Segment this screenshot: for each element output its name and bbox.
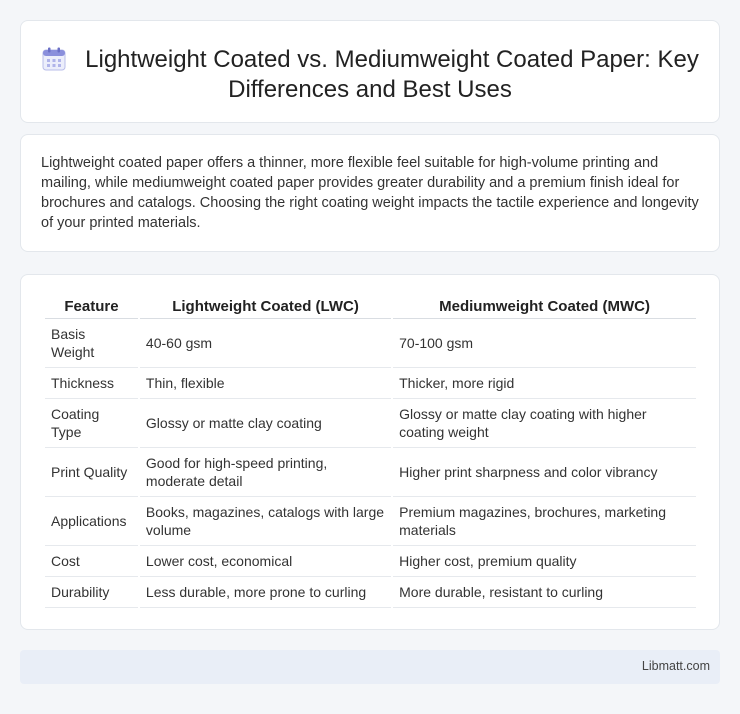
- intro-paragraph: Lightweight coated paper offers a thinner, more flexible feel suitable for high-volume printing and mailing, while mediumweight coated paper provides greater durability and a premium finish ideal for brochures and catalogs. Choosing the right coating weight impacts the tactile experience and longevity of your printed materials.: [41, 155, 699, 231]
- comparison-table: [43, 295, 698, 608]
- mwc-cell: Premium magazines, brochures, marketing materials: [393, 497, 696, 546]
- mwc-cell: Thicker, more rigid: [393, 368, 696, 399]
- feature-cell: Cost: [45, 546, 138, 577]
- feature-cell: Print Quality: [45, 448, 138, 497]
- mwc-cell: More durable, resistant to curling: [393, 577, 696, 608]
- intro-card: [20, 134, 720, 252]
- mwc-cell: Glossy or matte clay coating with higher coating weight: [393, 399, 696, 448]
- calendar-icon: [41, 46, 67, 72]
- table-row: [45, 577, 696, 608]
- lwc-cell: Glossy or matte clay coating: [140, 399, 391, 448]
- feature-cell: Basis Weight: [45, 319, 138, 368]
- table-row: [45, 448, 696, 497]
- lwc-cell: 40-60 gsm: [140, 319, 391, 368]
- footer-bar: [20, 650, 720, 684]
- feature-cell: Coating Type: [45, 399, 138, 448]
- comparison-table-card: [20, 274, 720, 630]
- header-card: [20, 20, 720, 123]
- page-title-wrap: [21, 45, 719, 105]
- lwc-cell: Lower cost, economical: [140, 546, 391, 577]
- feature-cell: Durability: [45, 577, 138, 608]
- header-lwc: Lightweight Coated (LWC): [140, 295, 391, 319]
- lwc-cell: Books, magazines, catalogs with large volume: [140, 497, 391, 546]
- feature-cell: Applications: [45, 497, 138, 546]
- table-row: [45, 319, 696, 368]
- table-row: [45, 497, 696, 546]
- page-title: Lightweight Coated vs. Mediumweight Coated Paper: Key Differences and Best Uses: [85, 46, 699, 103]
- table-row: [45, 546, 696, 577]
- mwc-cell: 70-100 gsm: [393, 319, 696, 368]
- table-header-row: [45, 295, 696, 319]
- lwc-cell: Thin, flexible: [140, 368, 391, 399]
- table-row: [45, 399, 696, 448]
- lwc-cell: Good for high-speed printing, moderate detail: [140, 448, 391, 497]
- table-row: [45, 368, 696, 399]
- mwc-cell: Higher cost, premium quality: [393, 546, 696, 577]
- feature-cell: Thickness: [45, 368, 138, 399]
- header-mwc: Mediumweight Coated (MWC): [393, 295, 696, 319]
- header-feature: Feature: [45, 295, 138, 319]
- mwc-cell: Higher print sharpness and color vibrancy: [393, 448, 696, 497]
- footer-brand-link[interactable]: Libmatt.com: [641, 659, 710, 673]
- lwc-cell: Less durable, more prone to curling: [140, 577, 391, 608]
